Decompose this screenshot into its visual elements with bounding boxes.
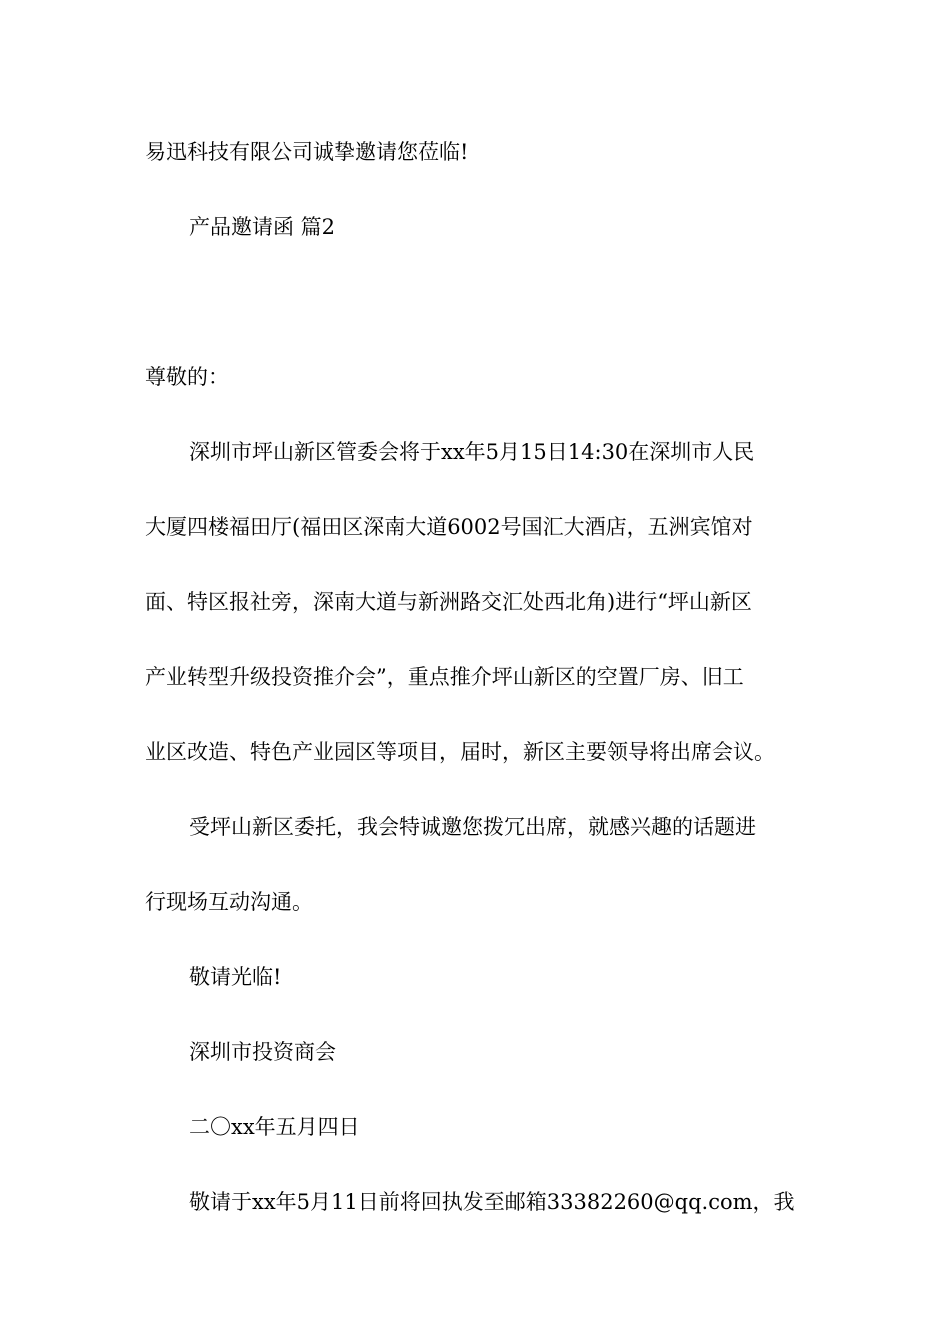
- body-line: 深圳市坪山新区管委会将于xx年5月15日14:30在深圳市人民: [189, 440, 755, 464]
- invitation-close: 敬请光临!: [189, 965, 282, 989]
- salutation: 尊敬的：: [145, 365, 229, 389]
- section-heading: 产品邀请函 篇2: [189, 215, 336, 239]
- signature-org: 深圳市投资商会: [189, 1040, 336, 1064]
- rsvp-line: 敬请于xx年5月11日前将回执发至邮箱33382260@qq.com，我: [189, 1190, 795, 1214]
- closing-line: 易迅科技有限公司诚挚邀请您莅临!: [145, 140, 469, 164]
- body-line: 产业转型升级投资推介会”，重点推介坪山新区的空置厂房、旧工: [145, 665, 744, 689]
- body-line: 行现场互动沟通。: [145, 890, 313, 914]
- body-line: 业区改造、特色产业园区等项目，届时，新区主要领导将出席会议。: [145, 740, 775, 764]
- body-line: 受坪山新区委托，我会特诚邀您拨冗出席，就感兴趣的话题进: [189, 815, 756, 839]
- body-line: 大厦四楼福田厅(福田区深南大道6002号国汇大酒店，五洲宾馆对: [145, 515, 753, 539]
- body-line: 面、特区报社旁，深南大道与新洲路交汇处西北角)进行“坪山新区: [145, 590, 752, 614]
- signature-date: 二〇xx年五月四日: [189, 1115, 360, 1139]
